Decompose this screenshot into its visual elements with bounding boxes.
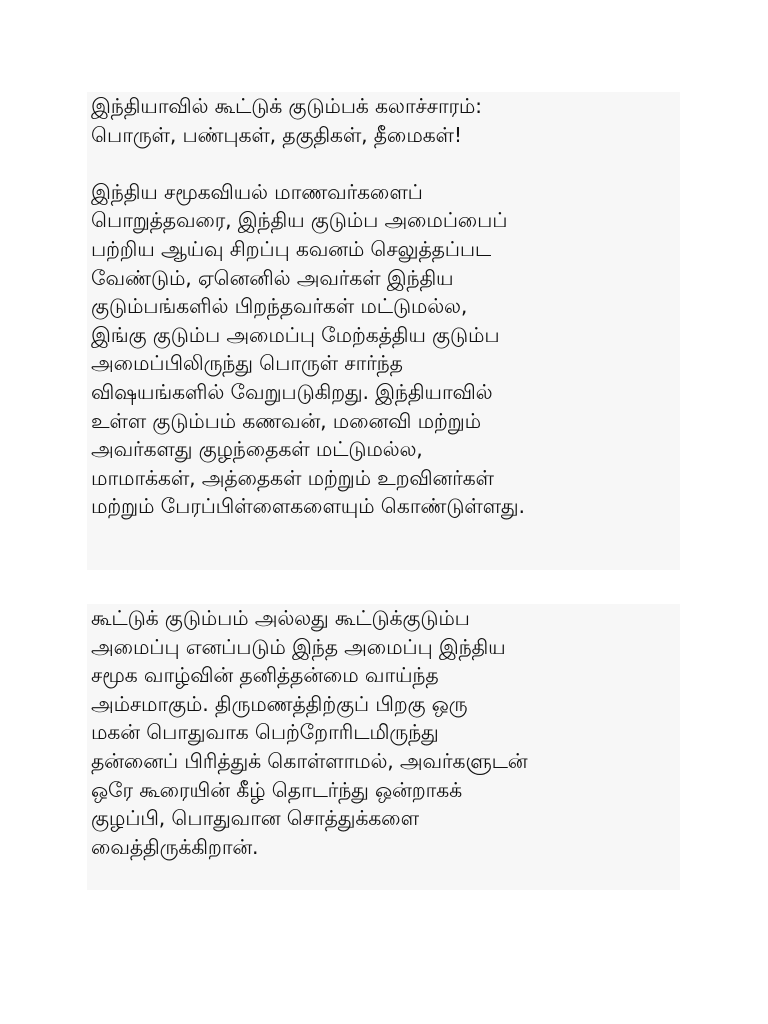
paragraph-line: விஷயங்களில் வேறுபடுகிறது. இந்தியாவில் [91,379,493,404]
paragraph-line: வேண்டும், ஏனெனில் அவர்கள் இந்திய [91,265,454,290]
paragraph-line: பற்றிய ஆய்வு சிறப்பு கவனம் செலுத்தப்பட [91,236,491,261]
paragraph-line: மாமாக்கள், அத்தைகள் மற்றும் உறவினர்கள் [91,465,494,490]
paragraph-line: மற்றும் பேரப்பிள்ளைகளையும் கொண்டுள்ளது. [91,494,525,519]
paragraph-line: சமூக வாழ்வின் தனித்தன்மை வாய்ந்த [91,663,439,688]
document-title-line: பொருள், பண்புகள், தகுதிகள், தீமைகள்! [91,122,462,147]
paragraph-line: இந்திய சமூகவியல் மாணவர்களைப் [91,179,423,204]
paragraph-line: மகன் பொதுவாக பெற்றோரிடமிருந்து [91,720,439,745]
paragraph-line: பொறுத்தவரை, இந்திய குடும்ப அமைப்பைப் [91,208,508,233]
paragraph-line: அவர்களது குழந்தைகள் மட்டுமல்ல, [91,437,423,462]
paragraph-line: உள்ள குடும்பம் கணவன், மனைவி மற்றும் [91,408,481,433]
paragraph-line: அமைப்பிலிருந்து பொருள் சார்ந்த [91,351,403,376]
paragraph-line: வைத்திருக்கிறான். [91,834,259,859]
paragraph-line: அம்சமாகும். திருமணத்திற்குப் பிறகு ஒரு [91,691,468,716]
paragraph-line: குடும்பங்களில் பிறந்தவர்கள் மட்டுமல்ல, [91,294,468,319]
paragraph-line: அமைப்பு எனப்படும் இந்த அமைப்பு இந்திய [91,634,506,659]
paragraph-line: தன்னைப் பிரித்துக் கொள்ளாமல், அவர்களுடன் [91,748,528,773]
paragraph-line: ஒரே கூரையின் கீழ் தொடர்ந்து ஒன்றாகக் [91,777,462,802]
paragraph-gap [91,149,676,178]
paragraph-line: குழப்பி, பொதுவான சொத்துக்களை [91,806,419,831]
document-title-line: இந்தியாவில் கூட்டுக் குடும்பக் கலாச்சாரம்: [91,94,482,118]
text-block-intro [87,92,680,570]
paragraph-line: இங்கு குடும்ப அமைப்பு மேற்கத்திய குடும்ப [91,322,500,347]
paragraph-line: கூட்டுக் குடும்பம் அல்லது கூட்டுக்குடும்ப [91,606,470,630]
text-block-joint-family [87,604,680,890]
